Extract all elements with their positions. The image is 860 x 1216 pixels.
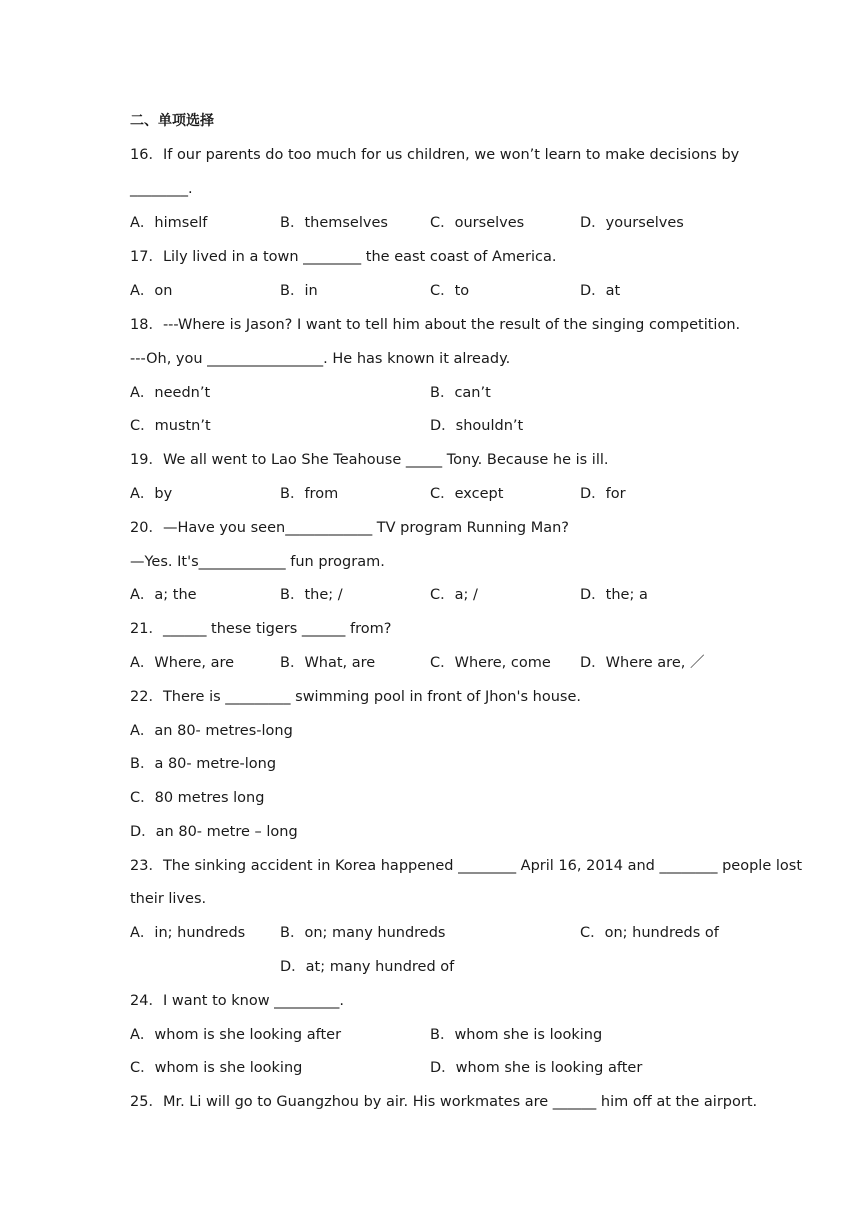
question-16-option-c: C．ourselves [430,215,525,231]
question-24-option-a: A．whom is she looking after [130,1027,342,1043]
question-16-stem-line-2: ________. [130,181,193,197]
question-23-option-c: C．on; hundreds of [580,925,719,941]
question-23-stem-line-1: 23．The sinking accident in Korea happened ________ April 16, 2014 and ________ people lost [130,858,803,874]
question-24-option-d: D．whom she is looking after [430,1060,643,1076]
question-24-option-c: C．whom is she looking [130,1060,303,1076]
question-18-option-b: B．can’t [430,385,491,401]
question-17-option-b: B．in [280,283,318,299]
question-17-stem: 17．Lily lived in a town ________ the east coast of America. [130,249,557,265]
question-23-option-d: D．at; many hundred of [280,959,455,975]
question-19-option-a: A．by [130,486,173,502]
question-25-stem: 25．Mr. Li will go to Guangzhou by air. His workmates are ______ him off at the airport. [130,1094,758,1110]
question-18-option-d: D．shouldn’t [430,418,524,434]
question-19-stem: 19．We all went to Lao She Teahouse _____ Tony. Because he is ill. [130,452,609,468]
question-21-option-b: B．What, are [280,655,376,671]
question-22-option-a: A．an 80- metres-long [130,723,293,739]
question-24-stem: 24．I want to know _________. [130,993,345,1009]
question-21-option-d: D．Where are, ／ [580,655,705,671]
question-23-stem-line-2: their lives. [130,891,207,907]
question-19-option-d: D．for [580,486,626,502]
question-16-option-d: D．yourselves [580,215,684,231]
section-title: 二、单项选择 [130,113,214,129]
question-20-option-c: C．a; / [430,587,478,603]
question-18-stem-line-2: ---Oh, you ________________. He has known it already. [130,351,511,367]
question-22-option-c: C．80 metres long [130,790,265,806]
question-16-option-a: A．himself [130,215,208,231]
question-20-option-a: A．a; the [130,587,197,603]
question-16-stem-line-1: 16．If our parents do too much for us children, we won’t learn to make decisions by [130,147,740,163]
question-18-option-c: C．mustn’t [130,418,211,434]
question-24-option-b: B．whom she is looking [430,1027,603,1043]
question-18-stem-line-1: 18．---Where is Jason? I want to tell him about the result of the singing competition. [130,317,741,333]
question-16-option-b: B．themselves [280,215,388,231]
question-17-option-d: D．at [580,283,621,299]
question-23-option-a: A．in; hundreds [130,925,246,941]
question-20-option-b: B．the; / [280,587,343,603]
question-17-option-a: A．on [130,283,173,299]
question-17-option-c: C．to [430,283,470,299]
question-21-option-a: A．Where, are [130,655,235,671]
question-19-option-c: C．except [430,486,504,502]
question-20-stem-line-2: —Yes. It's____________ fun program. [130,554,385,570]
question-22-stem: 22．There is _________ swimming pool in front of Jhon's house. [130,689,581,705]
question-23-option-b: B．on; many hundreds [280,925,446,941]
question-18-option-a: A．needn’t [130,385,211,401]
question-22-option-b: B．a 80- metre-long [130,756,277,772]
question-19-option-b: B．from [280,486,339,502]
question-22-option-d: D．an 80- metre – long [130,824,298,840]
question-21-stem: 21．______ these tigers ______ from? [130,621,392,637]
question-20-stem-line-1: 20．—Have you seen____________ TV program Running Man? [130,520,569,536]
question-20-option-d: D．the; a [580,587,648,603]
question-21-option-c: C．Where, come [430,655,551,671]
